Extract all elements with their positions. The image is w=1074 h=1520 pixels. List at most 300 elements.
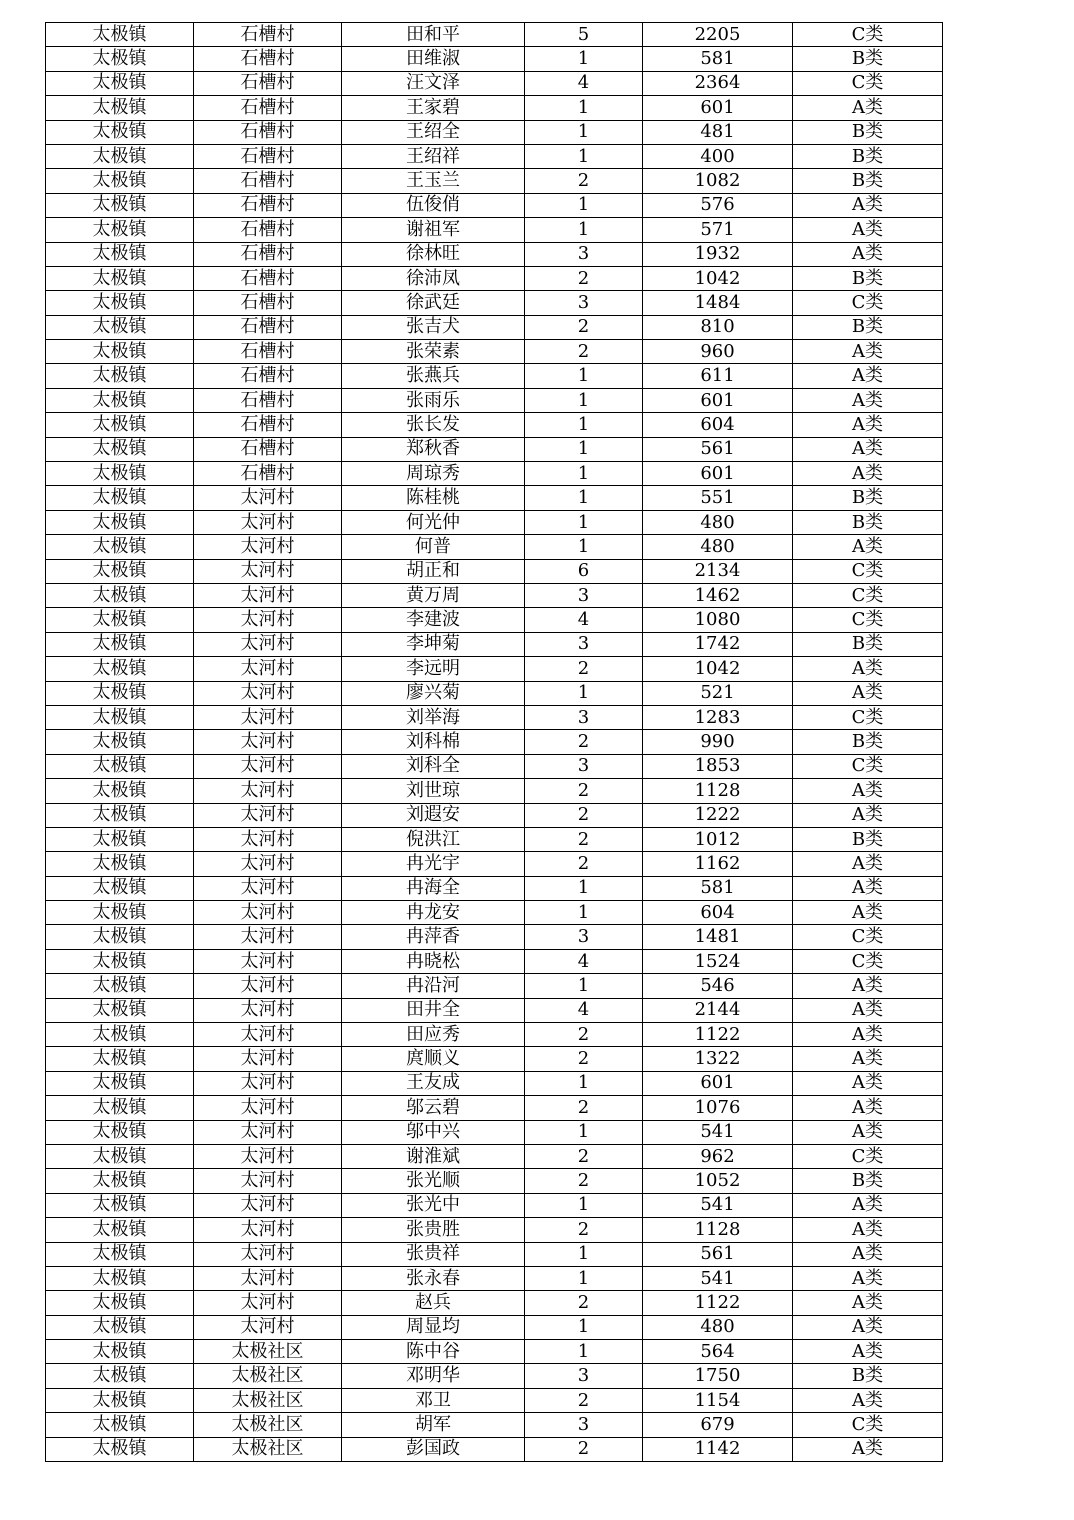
category-cell: A类 bbox=[793, 1388, 943, 1412]
name-cell: 田维淑 bbox=[342, 47, 525, 71]
town-cell: 太极镇 bbox=[46, 1144, 194, 1168]
amount-cell: 1283 bbox=[643, 705, 793, 729]
household-size-cell: 4 bbox=[525, 71, 643, 95]
table-row bbox=[46, 1315, 943, 1339]
amount-cell: 581 bbox=[643, 47, 793, 71]
table-row bbox=[46, 925, 943, 949]
town-cell: 太极镇 bbox=[46, 1096, 194, 1120]
town-cell: 太极镇 bbox=[46, 266, 194, 290]
name-cell: 张永春 bbox=[342, 1266, 525, 1290]
village-cell: 太河村 bbox=[194, 925, 342, 949]
category-cell: A类 bbox=[793, 1266, 943, 1290]
village-cell: 太河村 bbox=[194, 901, 342, 925]
household-size-cell: 2 bbox=[525, 803, 643, 827]
household-size-cell: 3 bbox=[525, 1364, 643, 1388]
table-row bbox=[46, 1071, 943, 1095]
name-cell: 张燕兵 bbox=[342, 364, 525, 388]
name-cell: 胡军 bbox=[342, 1413, 525, 1437]
name-cell: 田井全 bbox=[342, 998, 525, 1022]
name-cell: 王绍全 bbox=[342, 120, 525, 144]
category-cell: A类 bbox=[793, 1315, 943, 1339]
table-row bbox=[46, 462, 943, 486]
category-cell: A类 bbox=[793, 803, 943, 827]
name-cell: 汪文泽 bbox=[342, 71, 525, 95]
amount-cell: 1462 bbox=[643, 583, 793, 607]
amount-cell: 564 bbox=[643, 1340, 793, 1364]
village-cell: 太河村 bbox=[194, 608, 342, 632]
amount-cell: 480 bbox=[643, 1315, 793, 1339]
name-cell: 徐沛凤 bbox=[342, 266, 525, 290]
name-cell: 谢祖军 bbox=[342, 218, 525, 242]
town-cell: 太极镇 bbox=[46, 1388, 194, 1412]
town-cell: 太极镇 bbox=[46, 1193, 194, 1217]
town-cell: 太极镇 bbox=[46, 120, 194, 144]
name-cell: 王玉兰 bbox=[342, 169, 525, 193]
household-size-cell: 1 bbox=[525, 388, 643, 412]
name-cell: 张吉犬 bbox=[342, 315, 525, 339]
category-cell: B类 bbox=[793, 730, 943, 754]
name-cell: 周琼秀 bbox=[342, 462, 525, 486]
town-cell: 太极镇 bbox=[46, 754, 194, 778]
village-cell: 太河村 bbox=[194, 1169, 342, 1193]
name-cell: 郑秋香 bbox=[342, 437, 525, 461]
category-cell: A类 bbox=[793, 1437, 943, 1461]
category-cell: A类 bbox=[793, 901, 943, 925]
table-row bbox=[46, 120, 943, 144]
table-row bbox=[46, 437, 943, 461]
table-row bbox=[46, 364, 943, 388]
amount-cell: 601 bbox=[643, 1071, 793, 1095]
town-cell: 太极镇 bbox=[46, 218, 194, 242]
name-cell: 庹顺义 bbox=[342, 1047, 525, 1071]
town-cell: 太极镇 bbox=[46, 510, 194, 534]
town-cell: 太极镇 bbox=[46, 901, 194, 925]
amount-cell: 1042 bbox=[643, 266, 793, 290]
village-cell: 石槽村 bbox=[194, 315, 342, 339]
village-cell: 太河村 bbox=[194, 949, 342, 973]
category-cell: B类 bbox=[793, 144, 943, 168]
amount-cell: 1122 bbox=[643, 1023, 793, 1047]
category-cell: C类 bbox=[793, 705, 943, 729]
village-cell: 石槽村 bbox=[194, 388, 342, 412]
household-size-cell: 1 bbox=[525, 681, 643, 705]
category-cell: A类 bbox=[793, 1291, 943, 1315]
household-size-cell: 2 bbox=[525, 315, 643, 339]
table-row bbox=[46, 1364, 943, 1388]
name-cell: 王友成 bbox=[342, 1071, 525, 1095]
town-cell: 太极镇 bbox=[46, 632, 194, 656]
table-row bbox=[46, 608, 943, 632]
village-cell: 太河村 bbox=[194, 632, 342, 656]
name-cell: 邬云碧 bbox=[342, 1096, 525, 1120]
amount-cell: 679 bbox=[643, 1413, 793, 1437]
name-cell: 张贵胜 bbox=[342, 1218, 525, 1242]
town-cell: 太极镇 bbox=[46, 1291, 194, 1315]
name-cell: 冉萍香 bbox=[342, 925, 525, 949]
category-cell: A类 bbox=[793, 779, 943, 803]
category-cell: A类 bbox=[793, 1120, 943, 1144]
table-row bbox=[46, 1120, 943, 1144]
town-cell: 太极镇 bbox=[46, 535, 194, 559]
village-cell: 石槽村 bbox=[194, 218, 342, 242]
village-cell: 太河村 bbox=[194, 876, 342, 900]
amount-cell: 480 bbox=[643, 535, 793, 559]
table-row bbox=[46, 1291, 943, 1315]
table-row bbox=[46, 705, 943, 729]
village-cell: 石槽村 bbox=[194, 413, 342, 437]
category-cell: B类 bbox=[793, 315, 943, 339]
category-cell: A类 bbox=[793, 535, 943, 559]
household-size-cell: 2 bbox=[525, 1388, 643, 1412]
town-cell: 太极镇 bbox=[46, 1169, 194, 1193]
name-cell: 邬中兴 bbox=[342, 1120, 525, 1144]
name-cell: 邓明华 bbox=[342, 1364, 525, 1388]
household-size-cell: 1 bbox=[525, 1315, 643, 1339]
town-cell: 太极镇 bbox=[46, 1120, 194, 1144]
town-cell: 太极镇 bbox=[46, 583, 194, 607]
table-row bbox=[46, 1218, 943, 1242]
category-cell: B类 bbox=[793, 169, 943, 193]
town-cell: 太极镇 bbox=[46, 1266, 194, 1290]
town-cell: 太极镇 bbox=[46, 852, 194, 876]
village-cell: 石槽村 bbox=[194, 193, 342, 217]
category-cell: B类 bbox=[793, 47, 943, 71]
table-row bbox=[46, 974, 943, 998]
household-size-cell: 2 bbox=[525, 730, 643, 754]
table-row bbox=[46, 583, 943, 607]
category-cell: C类 bbox=[793, 71, 943, 95]
village-cell: 太河村 bbox=[194, 1218, 342, 1242]
town-cell: 太极镇 bbox=[46, 657, 194, 681]
category-cell: C类 bbox=[793, 23, 943, 47]
town-cell: 太极镇 bbox=[46, 340, 194, 364]
town-cell: 太极镇 bbox=[46, 437, 194, 461]
amount-cell: 604 bbox=[643, 413, 793, 437]
amount-cell: 546 bbox=[643, 974, 793, 998]
name-cell: 张光顺 bbox=[342, 1169, 525, 1193]
name-cell: 赵兵 bbox=[342, 1291, 525, 1315]
village-cell: 太极社区 bbox=[194, 1388, 342, 1412]
table-row bbox=[46, 1144, 943, 1168]
village-cell: 太河村 bbox=[194, 779, 342, 803]
category-cell: B类 bbox=[793, 510, 943, 534]
name-cell: 张长发 bbox=[342, 413, 525, 437]
name-cell: 刘遐安 bbox=[342, 803, 525, 827]
village-cell: 石槽村 bbox=[194, 291, 342, 315]
amount-cell: 561 bbox=[643, 437, 793, 461]
amount-cell: 1142 bbox=[643, 1437, 793, 1461]
town-cell: 太极镇 bbox=[46, 23, 194, 47]
household-size-cell: 1 bbox=[525, 47, 643, 71]
table-row bbox=[46, 754, 943, 778]
household-size-cell: 2 bbox=[525, 1437, 643, 1461]
amount-cell: 1122 bbox=[643, 1291, 793, 1315]
table-row bbox=[46, 266, 943, 290]
town-cell: 太极镇 bbox=[46, 1047, 194, 1071]
name-cell: 徐林旺 bbox=[342, 242, 525, 266]
name-cell: 陈中谷 bbox=[342, 1340, 525, 1364]
village-cell: 太河村 bbox=[194, 486, 342, 510]
village-cell: 太河村 bbox=[194, 998, 342, 1022]
amount-cell: 1162 bbox=[643, 852, 793, 876]
amount-cell: 2144 bbox=[643, 998, 793, 1022]
amount-cell: 400 bbox=[643, 144, 793, 168]
amount-cell: 1524 bbox=[643, 949, 793, 973]
village-cell: 太河村 bbox=[194, 1023, 342, 1047]
amount-cell: 960 bbox=[643, 340, 793, 364]
village-cell: 太河村 bbox=[194, 1291, 342, 1315]
household-size-cell: 1 bbox=[525, 462, 643, 486]
household-size-cell: 2 bbox=[525, 1096, 643, 1120]
amount-cell: 601 bbox=[643, 96, 793, 120]
household-size-cell: 3 bbox=[525, 1413, 643, 1437]
household-size-cell: 1 bbox=[525, 364, 643, 388]
table-row bbox=[46, 1242, 943, 1266]
amount-cell: 810 bbox=[643, 315, 793, 339]
name-cell: 周显均 bbox=[342, 1315, 525, 1339]
household-size-cell: 2 bbox=[525, 169, 643, 193]
town-cell: 太极镇 bbox=[46, 1315, 194, 1339]
amount-cell: 1932 bbox=[643, 242, 793, 266]
table-row bbox=[46, 730, 943, 754]
household-size-cell: 1 bbox=[525, 144, 643, 168]
category-cell: B类 bbox=[793, 1169, 943, 1193]
table-row bbox=[46, 315, 943, 339]
household-size-cell: 2 bbox=[525, 1023, 643, 1047]
village-cell: 太极社区 bbox=[194, 1437, 342, 1461]
household-size-cell: 1 bbox=[525, 218, 643, 242]
table-row bbox=[46, 47, 943, 71]
category-cell: C类 bbox=[793, 754, 943, 778]
household-size-cell: 1 bbox=[525, 193, 643, 217]
category-cell: A类 bbox=[793, 1242, 943, 1266]
amount-cell: 1012 bbox=[643, 827, 793, 851]
category-cell: A类 bbox=[793, 388, 943, 412]
name-cell: 李建波 bbox=[342, 608, 525, 632]
household-size-cell: 2 bbox=[525, 1169, 643, 1193]
town-cell: 太极镇 bbox=[46, 608, 194, 632]
household-size-cell: 1 bbox=[525, 1120, 643, 1144]
village-cell: 太河村 bbox=[194, 559, 342, 583]
town-cell: 太极镇 bbox=[46, 388, 194, 412]
household-size-cell: 1 bbox=[525, 1193, 643, 1217]
town-cell: 太极镇 bbox=[46, 1023, 194, 1047]
town-cell: 太极镇 bbox=[46, 242, 194, 266]
name-cell: 冉晓松 bbox=[342, 949, 525, 973]
table-row bbox=[46, 1340, 943, 1364]
category-cell: C类 bbox=[793, 559, 943, 583]
table-row bbox=[46, 169, 943, 193]
category-cell: A类 bbox=[793, 998, 943, 1022]
name-cell: 张雨乐 bbox=[342, 388, 525, 412]
town-cell: 太极镇 bbox=[46, 803, 194, 827]
town-cell: 太极镇 bbox=[46, 413, 194, 437]
amount-cell: 581 bbox=[643, 876, 793, 900]
table-row bbox=[46, 1266, 943, 1290]
name-cell: 田应秀 bbox=[342, 1023, 525, 1047]
name-cell: 冉海全 bbox=[342, 876, 525, 900]
name-cell: 冉龙安 bbox=[342, 901, 525, 925]
village-cell: 石槽村 bbox=[194, 71, 342, 95]
name-cell: 何普 bbox=[342, 535, 525, 559]
table-row bbox=[46, 1047, 943, 1071]
table-body bbox=[46, 23, 943, 1462]
table-row bbox=[46, 681, 943, 705]
category-cell: A类 bbox=[793, 1023, 943, 1047]
amount-cell: 1128 bbox=[643, 779, 793, 803]
household-size-cell: 1 bbox=[525, 974, 643, 998]
table-row bbox=[46, 340, 943, 364]
category-cell: A类 bbox=[793, 1193, 943, 1217]
village-cell: 太河村 bbox=[194, 730, 342, 754]
category-cell: A类 bbox=[793, 218, 943, 242]
village-cell: 石槽村 bbox=[194, 242, 342, 266]
category-cell: C类 bbox=[793, 1413, 943, 1437]
table-row bbox=[46, 218, 943, 242]
village-cell: 太河村 bbox=[194, 803, 342, 827]
amount-cell: 1128 bbox=[643, 1218, 793, 1242]
village-cell: 太极社区 bbox=[194, 1413, 342, 1437]
name-cell: 李远明 bbox=[342, 657, 525, 681]
amount-cell: 576 bbox=[643, 193, 793, 217]
village-cell: 太河村 bbox=[194, 1071, 342, 1095]
name-cell: 刘科全 bbox=[342, 754, 525, 778]
amount-cell: 481 bbox=[643, 120, 793, 144]
town-cell: 太极镇 bbox=[46, 47, 194, 71]
amount-cell: 551 bbox=[643, 486, 793, 510]
household-size-cell: 1 bbox=[525, 1242, 643, 1266]
category-cell: C类 bbox=[793, 925, 943, 949]
name-cell: 田和平 bbox=[342, 23, 525, 47]
household-size-cell: 4 bbox=[525, 949, 643, 973]
category-cell: B类 bbox=[793, 1364, 943, 1388]
category-cell: A类 bbox=[793, 437, 943, 461]
town-cell: 太极镇 bbox=[46, 169, 194, 193]
amount-cell: 1076 bbox=[643, 1096, 793, 1120]
category-cell: A类 bbox=[793, 852, 943, 876]
town-cell: 太极镇 bbox=[46, 681, 194, 705]
category-cell: C类 bbox=[793, 1144, 943, 1168]
village-cell: 太河村 bbox=[194, 827, 342, 851]
household-size-cell: 3 bbox=[525, 583, 643, 607]
household-size-cell: 2 bbox=[525, 340, 643, 364]
village-cell: 太河村 bbox=[194, 974, 342, 998]
household-size-cell: 2 bbox=[525, 852, 643, 876]
amount-cell: 1052 bbox=[643, 1169, 793, 1193]
town-cell: 太极镇 bbox=[46, 1218, 194, 1242]
name-cell: 刘科棉 bbox=[342, 730, 525, 754]
amount-cell: 541 bbox=[643, 1120, 793, 1144]
household-size-cell: 2 bbox=[525, 1144, 643, 1168]
category-cell: A类 bbox=[793, 876, 943, 900]
amount-cell: 611 bbox=[643, 364, 793, 388]
village-cell: 石槽村 bbox=[194, 144, 342, 168]
table-row bbox=[46, 559, 943, 583]
name-cell: 刘举海 bbox=[342, 705, 525, 729]
village-cell: 太河村 bbox=[194, 852, 342, 876]
name-cell: 倪洪江 bbox=[342, 827, 525, 851]
amount-cell: 1222 bbox=[643, 803, 793, 827]
town-cell: 太极镇 bbox=[46, 949, 194, 973]
name-cell: 谢淮斌 bbox=[342, 1144, 525, 1168]
category-cell: B类 bbox=[793, 266, 943, 290]
category-cell: A类 bbox=[793, 681, 943, 705]
category-cell: A类 bbox=[793, 1071, 943, 1095]
amount-cell: 990 bbox=[643, 730, 793, 754]
amount-cell: 604 bbox=[643, 901, 793, 925]
village-cell: 石槽村 bbox=[194, 340, 342, 364]
data-table bbox=[45, 22, 943, 1462]
table-row bbox=[46, 949, 943, 973]
village-cell: 石槽村 bbox=[194, 364, 342, 388]
category-cell: A类 bbox=[793, 96, 943, 120]
category-cell: C类 bbox=[793, 291, 943, 315]
town-cell: 太极镇 bbox=[46, 559, 194, 583]
table-row bbox=[46, 998, 943, 1022]
town-cell: 太极镇 bbox=[46, 705, 194, 729]
town-cell: 太极镇 bbox=[46, 925, 194, 949]
amount-cell: 541 bbox=[643, 1193, 793, 1217]
village-cell: 太极社区 bbox=[194, 1364, 342, 1388]
table-row bbox=[46, 1413, 943, 1437]
household-size-cell: 2 bbox=[525, 779, 643, 803]
town-cell: 太极镇 bbox=[46, 291, 194, 315]
amount-cell: 571 bbox=[643, 218, 793, 242]
village-cell: 太河村 bbox=[194, 510, 342, 534]
village-cell: 太河村 bbox=[194, 1193, 342, 1217]
amount-cell: 1322 bbox=[643, 1047, 793, 1071]
village-cell: 石槽村 bbox=[194, 437, 342, 461]
amount-cell: 1042 bbox=[643, 657, 793, 681]
household-size-cell: 1 bbox=[525, 876, 643, 900]
table-row bbox=[46, 779, 943, 803]
amount-cell: 521 bbox=[643, 681, 793, 705]
name-cell: 徐武廷 bbox=[342, 291, 525, 315]
town-cell: 太极镇 bbox=[46, 1071, 194, 1095]
amount-cell: 1481 bbox=[643, 925, 793, 949]
village-cell: 太河村 bbox=[194, 1120, 342, 1144]
table-row bbox=[46, 901, 943, 925]
household-size-cell: 1 bbox=[525, 437, 643, 461]
town-cell: 太极镇 bbox=[46, 974, 194, 998]
town-cell: 太极镇 bbox=[46, 1364, 194, 1388]
household-size-cell: 3 bbox=[525, 754, 643, 778]
table-row bbox=[46, 242, 943, 266]
name-cell: 彭国政 bbox=[342, 1437, 525, 1461]
name-cell: 冉光宇 bbox=[342, 852, 525, 876]
town-cell: 太极镇 bbox=[46, 71, 194, 95]
amount-cell: 561 bbox=[643, 1242, 793, 1266]
name-cell: 王家碧 bbox=[342, 96, 525, 120]
category-cell: C类 bbox=[793, 583, 943, 607]
table-row bbox=[46, 1096, 943, 1120]
household-size-cell: 3 bbox=[525, 632, 643, 656]
household-size-cell: 2 bbox=[525, 657, 643, 681]
town-cell: 太极镇 bbox=[46, 144, 194, 168]
category-cell: A类 bbox=[793, 1096, 943, 1120]
name-cell: 陈桂桃 bbox=[342, 486, 525, 510]
category-cell: B类 bbox=[793, 486, 943, 510]
household-size-cell: 2 bbox=[525, 266, 643, 290]
village-cell: 石槽村 bbox=[194, 23, 342, 47]
name-cell: 胡正和 bbox=[342, 559, 525, 583]
household-size-cell: 5 bbox=[525, 23, 643, 47]
name-cell: 张光中 bbox=[342, 1193, 525, 1217]
amount-cell: 2205 bbox=[643, 23, 793, 47]
name-cell: 王绍祥 bbox=[342, 144, 525, 168]
village-cell: 太河村 bbox=[194, 1266, 342, 1290]
table-row bbox=[46, 1193, 943, 1217]
